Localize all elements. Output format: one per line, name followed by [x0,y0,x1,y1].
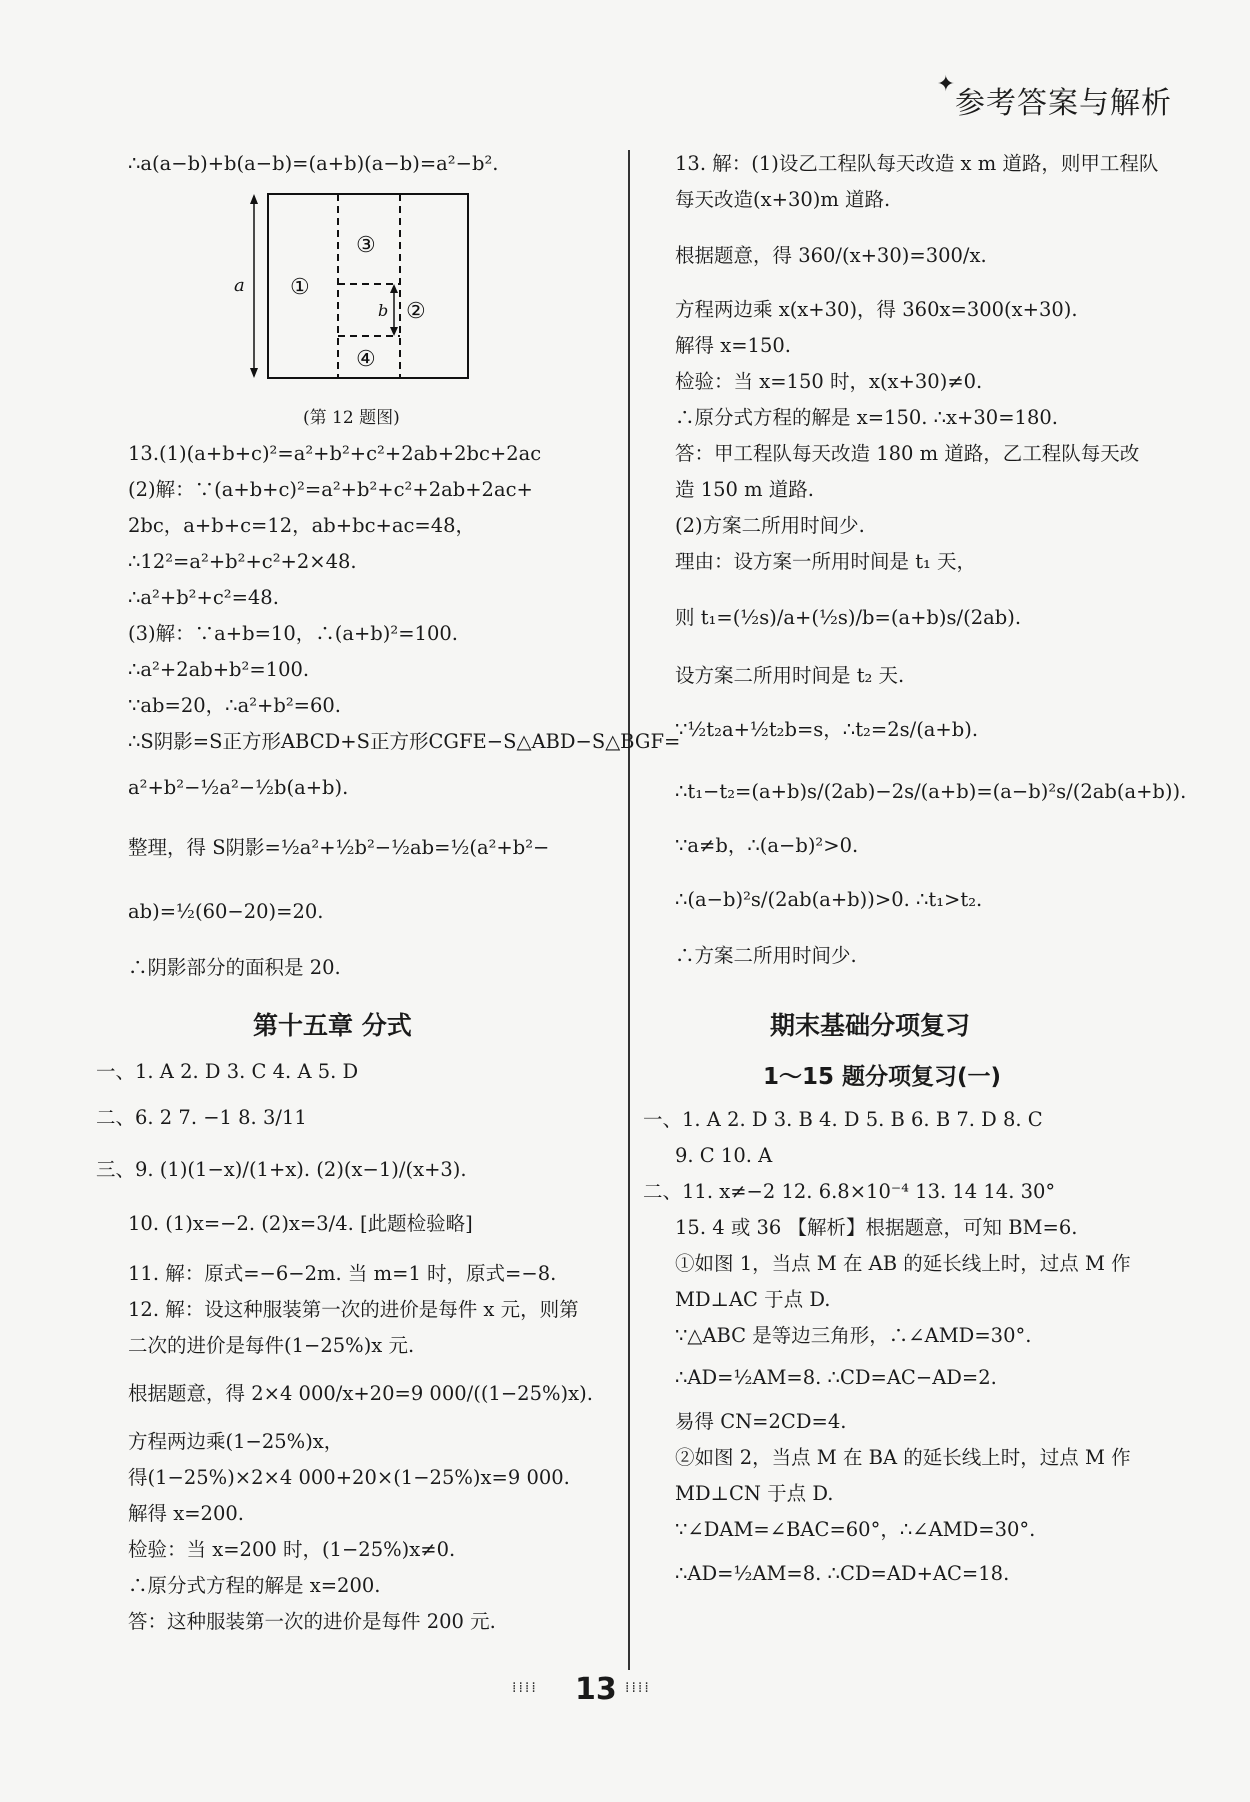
figure-12 [228,190,488,400]
header-title: 参考答案与解析 [955,86,1172,121]
text-line: 检验：当 x=150 时，x(x+30)≠0. [675,370,983,393]
text-line: 二、6. 2 7. −1 8. 3/11 [96,1106,307,1129]
text-line: (3)解：∵a+b=10，∴(a+b)²=100. [128,622,458,645]
text-line: 根据题意，得 360/(x+30)=300/x. [675,244,987,267]
text-line: ∴AD=½AM=8. ∴CD=AC−AD=2. [675,1366,997,1389]
header-star-icon: ✦ [936,72,955,97]
text-line: ∴原分式方程的解是 x=200. [128,1574,381,1597]
figure-region-1: ① [290,275,310,300]
text-line: 一、1. A 2. D 3. C 4. A 5. D [96,1060,359,1083]
figure-label-b: b [378,301,389,320]
subsection-title: 1～15 题分项复习(一) [763,1064,1002,1090]
text-line: ∵∠DAM=∠BAC=60°，∴∠AMD=30°. [675,1518,1036,1541]
page-number: 13 [575,1672,617,1707]
text-line: 得(1−25%)×2×4 000+20×(1−25%)x=9 000. [128,1466,570,1489]
text-line: 根据题意，得 2×4 000/x+20=9 000/((1−25%)x). [128,1382,593,1405]
text-line: 13. 解：(1)设乙工程队每天改造 x m 道路，则甲工程队 [675,152,1159,175]
text-line: 答：这种服装第一次的进价是每件 200 元. [128,1610,496,1633]
text-line: 造 150 m 道路. [675,478,815,501]
text-line: (2)解：∵(a+b+c)²=a²+b²+c²+2ab+2ac+ [128,478,533,501]
text-line: ∴a²+2ab+b²=100. [128,658,310,681]
text-line: 解得 x=150. [675,334,791,357]
text-line: ∵ab=20，∴a²+b²=60. [128,694,342,717]
text-line: ab)=½(60−20)=20. [128,900,324,923]
text-line: ∴阴影部分的面积是 20. [128,956,341,979]
figure-region-2: ② [406,299,426,324]
text-line: 2bc，a+b+c=12，ab+bc+ac=48， [128,514,476,537]
text-line: 13.(1)(a+b+c)²=a²+b²+c²+2ab+2bc+2ac [128,442,542,465]
text-line: 15. 4 或 36 【解析】根据题意，可知 BM=6. [675,1216,1078,1239]
text-line: ∴原分式方程的解是 x=150. ∴x+30=180. [675,406,1058,429]
text-line: 方程两边乘 x(x+30)，得 360x=300(x+30). [675,298,1078,321]
text-line: ∴AD=½AM=8. ∴CD=AD+AC=18. [675,1562,1010,1585]
text-line: 10. (1)x=−2. (2)x=3/4. [此题检验略] [128,1212,473,1235]
text-line: ∴a(a−b)+b(a−b)=(a+b)(a−b)=a²−b². [128,152,499,175]
text-line: 9. C 10. A [675,1144,773,1167]
text-line: ∵a≠b，∴(a−b)²>0. [675,834,859,857]
text-line: (2)方案二所用时间少. [675,514,865,537]
text-line: MD⊥AC 于点 D. [675,1288,831,1311]
text-line: 方程两边乘(1−25%)x， [128,1430,344,1453]
figure-region-4: ④ [356,347,376,372]
text-line: 整理，得 S阴影=½a²+½b²−½ab=½(a²+b²− [128,836,550,859]
text-line: ∴S阴影=S正方形ABCD+S正方形CGFE−S△ABD−S△BGF= [128,730,681,753]
text-line: ②如图 2，当点 M 在 BA 的延长线上时，过点 M 作 [675,1446,1131,1469]
text-line: MD⊥CN 于点 D. [675,1482,834,1505]
section-title: 期末基础分项复习 [770,1011,971,1040]
text-line: 答：甲工程队每天改造 180 m 道路，乙工程队每天改 [675,442,1140,465]
text-line: 12. 解：设这种服装第一次的进价是每件 x 元，则第 [128,1298,579,1321]
text-line: 设方案二所用时间是 t₂ 天. [675,664,905,687]
text-line: 二次的进价是每件(1−25%)x 元. [128,1334,415,1357]
figure-label-a: a [234,275,245,296]
text-line: 则 t₁=(½s)/a+(½s)/b=(a+b)s/(2ab). [675,606,1022,629]
text-line: ∴12²=a²+b²+c²+2×48. [128,550,357,573]
text-line: ∴t₁−t₂=(a+b)s/(2ab)−2s/(a+b)=(a−b)²s/(2ab(a+b)). [675,780,1187,803]
text-line: 11. 解：原式=−6−2m. 当 m=1 时，原式=−8. [128,1262,557,1285]
text-line: 每天改造(x+30)m 道路. [675,188,891,211]
text-line: 易得 CN=2CD=4. [675,1410,847,1433]
figure-region-3: ③ [356,233,376,258]
page-number-ornament-left: ⁞⁞⁞⁞ [512,1680,538,1696]
text-line: ∴(a−b)²s/(2ab(a+b))>0. ∴t₁>t₂. [675,888,983,911]
text-line: 解得 x=200. [128,1502,244,1525]
text-line: 一、1. A 2. D 3. B 4. D 5. B 6. B 7. D 8. C [643,1108,1043,1131]
text-line: ∴方案二所用时间少. [675,944,857,967]
text-line: 理由：设方案一所用时间是 t₁ 天， [675,550,977,573]
text-line: ∵△ABC 是等边三角形，∴∠AMD=30°. [675,1324,1032,1347]
text-line: ∵½t₂a+½t₂b=s，∴t₂=2s/(a+b). [675,718,979,741]
column-divider [628,150,630,1670]
text-line: ①如图 1，当点 M 在 AB 的延长线上时，过点 M 作 [675,1252,1131,1275]
text-line: 检验：当 x=200 时，(1−25%)x≠0. [128,1538,456,1561]
figure-caption: (第 12 题图) [303,408,400,428]
page-number-ornament-right: ⁞⁞⁞⁞ [625,1680,651,1696]
text-line: a²+b²−½a²−½b(a+b). [128,776,349,799]
text-line: ∴a²+b²+c²=48. [128,586,279,609]
chapter-title: 第十五章 分式 [253,1011,412,1040]
text-line: 二、11. x≠−2 12. 6.8×10⁻⁴ 13. 14 14. 30° [643,1180,1056,1203]
text-line: 三、9. (1)(1−x)/(1+x). (2)(x−1)/(x+3). [96,1158,467,1181]
